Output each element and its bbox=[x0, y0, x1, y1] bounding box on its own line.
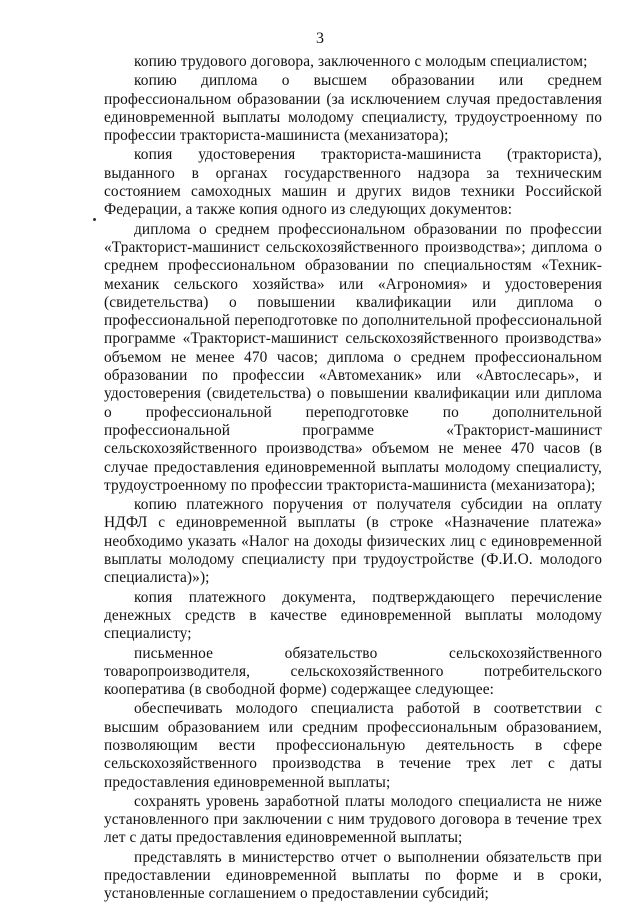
paragraph-keep-salary: сохранять уровень заработной платы молодого специалиста не ниже установленного при заключении с ним трудового договора в течение трех лет с даты предоставления единовременной выплаты; bbox=[104, 792, 602, 847]
document-body bbox=[104, 53, 602, 904]
paragraph-submit-report: представлять в министерство отчет о выполнении обязательств при предоставлении единовременной выплаты по форме и в сроки, установленные соглашением о предоставлении субсидий; bbox=[104, 848, 602, 903]
paragraph-diploma: копию диплома о высшем образовании или среднем профессиональном образовании (за исключением случая предоставления единовременной выплаты молодому специалисту, трудоустроенному по профессии тракториста-машиниста (механизатора); bbox=[104, 72, 602, 145]
paragraph-document-list: диплома о среднем профессиональном образовании по профессии «Тракторист-машинист сельскохозяйственного производства»; диплома о среднем профессиональном образовании по специальностям «Техник-механик сельского хозяйства» или «Агрономия» и удостоверения (свидетельства) о повышении квалификации или диплома о профессиональной переподготовке по дополнительной профессиональной программе «Тракторист-машинист сельскохозяйственного производства» объемом не менее 470 часов; диплома о среднем профессиональном образовании по профессии «Автомеханик» или «Автослесарь», и удостоверения (свидетельства) о повышении квалификации или диплома о профессиональной переподготовке по дополнительной профессиональной программе «Тракторист-машинист сельскохозяйственного производства» объемом не менее 470 часов (в случае предоставления единовременной выплаты молодому специалисту, трудоустроенному по профессии тракториста-машиниста (механизатора); bbox=[104, 220, 602, 494]
paragraph-employment-contract: копию трудового договора, заключенного с молодым специалистом; bbox=[134, 53, 588, 70]
paragraph-tractor-license: копия удостоверения тракториста-машиниста (тракториста), выданного в органах государственного надзора за техническим состоянием самоходных машин и других видов техники Российской Федерации, а также копия одного из следующих документов: bbox=[104, 146, 602, 219]
paragraph-written-obligation: письменное обязательство сельскохозяйственного товаропроизводителя, сельскохозяйственного потребительского кооператива (в свободной форме) содержащее следующее: bbox=[104, 644, 602, 699]
paragraph-payment-order: копию платежного поручения от получателя субсидии на оплату НДФЛ с единовременной выплаты (в строке «Назначение платежа» необходимо указать «Налог на доходы физических лиц с единовременной выплаты молодому специалисту при трудоустройстве (Ф.И.О. молодого специалиста)»); bbox=[104, 496, 602, 587]
margin-mark bbox=[93, 218, 96, 221]
page-number: 3 bbox=[316, 30, 324, 47]
paragraph-payment-document: копия платежного документа, подтверждающего перечисление денежных средств в качестве единовременной выплаты молодому специалисту; bbox=[104, 588, 602, 643]
paragraph-provide-work: обеспечивать молодого специалиста работой в соответствии с высшим образованием или средним профессиональным образованием, позволяющим вести профессиональную деятельность в сфере сельскохозяйственного производства в течение трех лет с даты предоставления единовременной выплаты; bbox=[104, 700, 602, 791]
